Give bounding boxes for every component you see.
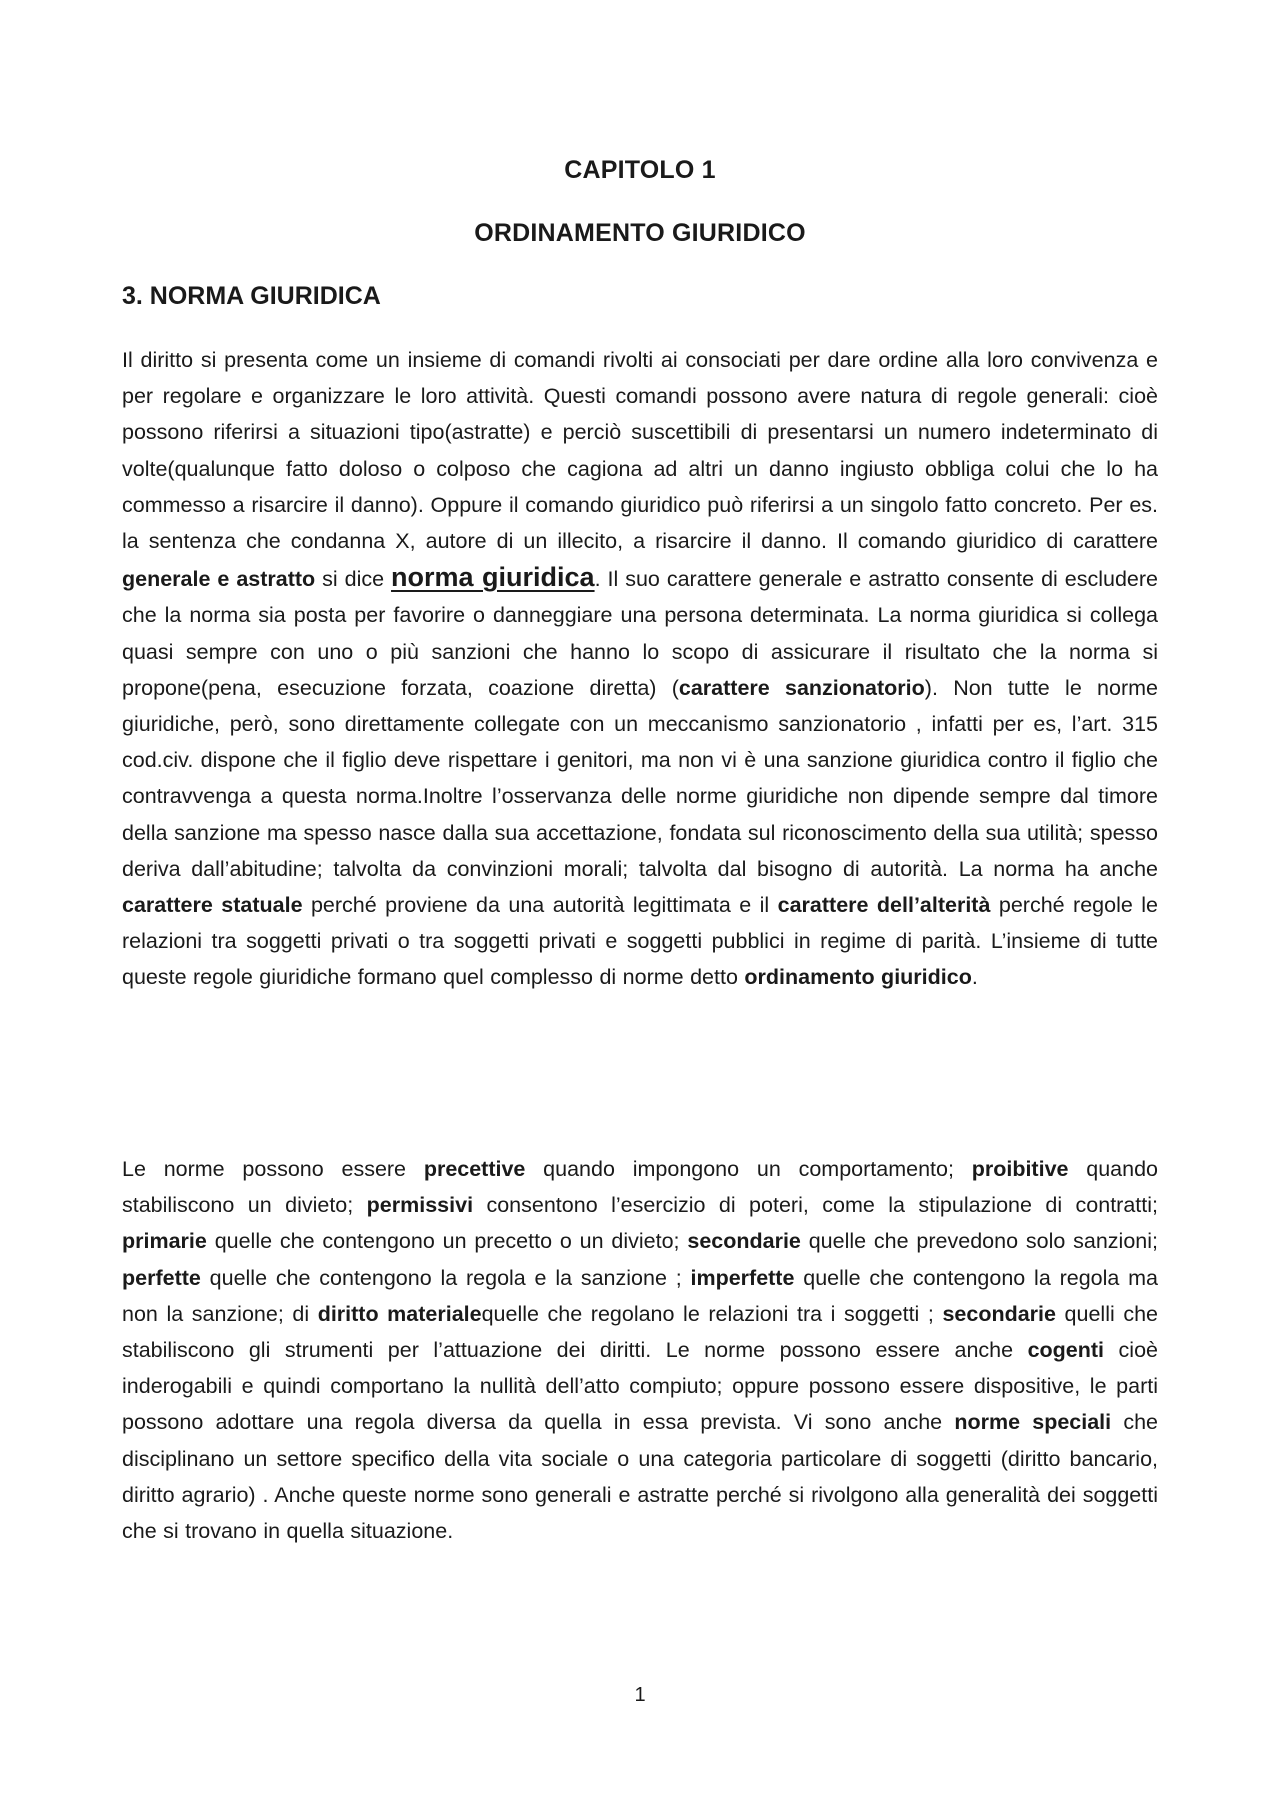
text-run: quando impongono un comportamento; (525, 1157, 972, 1181)
text-run: quelle che contengono un precetto o un divieto; (206, 1229, 688, 1254)
text-run: quelle che regolano le relazioni tra i soggetti ; (481, 1301, 943, 1326)
text-run: quando stabiliscono un divieto; (122, 1157, 1159, 1218)
paragraph-tipi-di-norme (122, 1151, 1158, 1549)
text-run: quelli che stabiliscono gli strumenti per l’attuazione dei diritti. Le norme possono essere anche (122, 1301, 1159, 1363)
bold-term: imperfette (690, 1265, 795, 1290)
bold-term: perfette (122, 1265, 201, 1290)
text-run: Il diritto si presenta come un insieme di comandi rivolti ai consociati per dare ordine alla loro convivenza e per regolare e organizzare le loro attività. Questi comandi possono avere natura di regole generali: cioè possono riferirsi a situazioni tipo(astratte) e perciò suscettibili di presentarsi un numero indeterminato di volte(qualunque fatto doloso o colposo che cagiona ad altri un danno ingiusto obbliga colui che lo ha commesso a risarcire il danno). Oppure il comando giuridico può riferirsi a un singolo fatto concreto. Per es. la sentenza che condanna X, autore di un illecito, a risarcire il danno. Il comando giuridico di carattere (122, 348, 1158, 554)
text-run: ). Non tutte le norme giuridiche, però, sono direttamente collegate con un meccanismo sanzionatorio , infatti per es, l’art. 315 cod.civ. dispone che il figlio deve rispettare i genitori, ma non vi è una sanzione giuridica contro il figlio che contravvenga a questa norma.Inoltre l’osservanza delle norme giuridiche non dipende sempre dal timore della sanzione ma spesso nasce dalla sua accettazione, fondata sul riconoscimento della sua utilità; spesso deriva dall’abitudine; talvolta da convinzioni morali; talvolta dal bisogno di autorità. La norma ha anche (122, 675, 1158, 881)
bold-term: secondarie (687, 1229, 801, 1254)
bold-term: proibitive (971, 1157, 1069, 1181)
bold-term: carattere sanzionatorio (678, 675, 925, 700)
text-run: che disciplinano un settore specifico della vita sociale o una categoria particolare di soggetti (diritto bancario, diritto agrario) . Anche queste norme sono generali e astratte perché si rivolgono alla generalità dei soggetti che si trovano in quella situazione. (122, 1410, 1158, 1544)
bold-term: norme speciali (954, 1410, 1112, 1435)
chapter-title: CAPITOLO 1 (564, 156, 716, 184)
bold-term: carattere statuale (122, 893, 303, 918)
bold-term: cogenti (1027, 1338, 1105, 1363)
paragraph-norma-giuridica (122, 342, 1158, 996)
key-term-norma-giuridica: norma giuridica (391, 562, 595, 593)
bold-term: secondarie (942, 1301, 1056, 1326)
text-run: perché proviene da una autorità legittimata e il (302, 893, 778, 918)
bold-term: ordinamento giuridico (744, 965, 972, 990)
bold-term: generale e astratto (122, 567, 316, 592)
text-run: quelle che contengono la regola e la sanzione ; (200, 1265, 691, 1290)
text-run: consentono l’esercizio di poteri, come la stipulazione di contratti; (473, 1193, 1159, 1218)
text-run: perché regole le relazioni tra soggetti privati o tra soggetti privati e soggetti pubblici in regime di parità. L’insieme di tutte queste regole giuridiche formano quel complesso di norme detto (122, 893, 1158, 990)
document-title: ORDINAMENTO GIURIDICO (474, 219, 806, 247)
bold-term: permissivi (366, 1193, 474, 1218)
section-heading: 3. NORMA GIURIDICA (122, 282, 381, 310)
bold-term: precettive (423, 1157, 526, 1181)
text-run: si dice (315, 567, 392, 592)
text-run: quelle che contengono la regola ma non la sanzione; di (122, 1265, 1159, 1326)
text-run: . Il suo carattere generale e astratto consente di escludere che la norma sia posta per favorire o danneggiare una persona determinata. La norma giuridica si collega quasi sempre con uno o più sanzioni che hanno lo scopo di assicurare il risultato che la norma si propone(pena, esecuzione forzata, coazione diretta) ( (122, 567, 1158, 700)
text-run: quelle che prevedono solo sanzioni; (800, 1229, 1158, 1254)
bold-term: primarie (122, 1229, 207, 1254)
text-run: . (971, 965, 978, 990)
page-number: 1 (634, 1684, 646, 1706)
bold-term: diritto materiale (317, 1301, 482, 1326)
text-run: cioè inderogabili e quindi comportano la nullità dell’atto compiuto; oppure possono essere dispositive, le parti possono adottare una regola diversa da quella in essa prevista. Vi sono anche (122, 1338, 1158, 1435)
text-run: Le norme possono essere (122, 1157, 424, 1181)
bold-term: carattere dell’alterità (777, 893, 991, 918)
